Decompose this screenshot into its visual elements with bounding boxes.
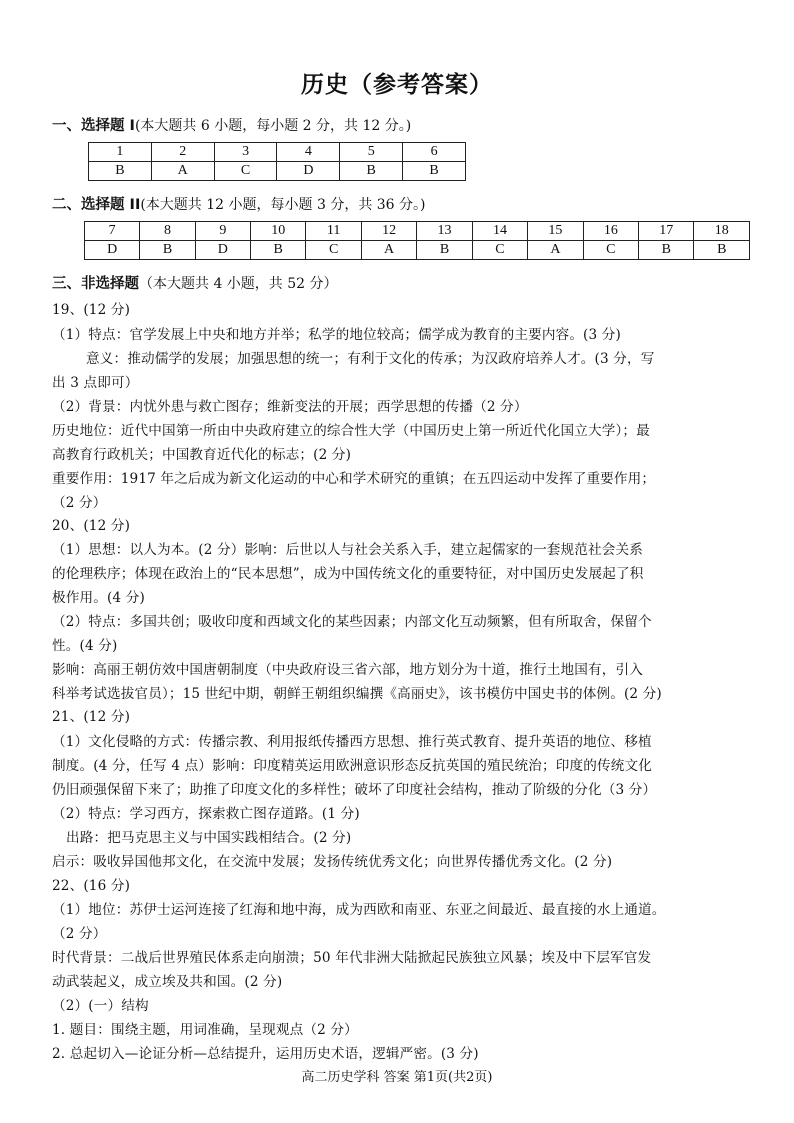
answer-line: （1）文化侵略的方式：传播宗教、利用报纸传播西方思想、推行英式教育、提升英语的地位、移植 (52, 734, 652, 750)
answer-line: 影响：高丽王朝仿效中国唐朝制度（中央政府设三省六部，地方划分为十道，推行土地国有，引入 (52, 662, 643, 678)
answer-line: （2）背景：内忧外患与救亡图存；维新变法的开展；西学思想的传播（2 分） (52, 399, 528, 415)
q-answer: C (472, 241, 527, 260)
answer-line: （2 分） (52, 495, 107, 511)
q-answer: C (214, 162, 277, 181)
answer-line: 重要作用：1917 年之后成为新文化运动的中心和学术研究的重镇；在五四运动中发挥了重要作用； (52, 471, 656, 487)
answer-line: （1）地位：苏伊士运河连接了红海和地中海，成为西欧和南亚、东亚之间最近、最直接的水上通道。 (52, 902, 666, 918)
q-answer: D (85, 241, 140, 260)
section3-heading: 三、非选择题 (52, 276, 139, 292)
answer-line: 1. 题目：围绕主题，用词准确，呈现观点（2 分） (52, 1022, 358, 1038)
answer-line: 20、(12 分) (52, 518, 131, 534)
section2-note: (本大题共 12 小题，每小题 3 分，共 36 分。) (140, 197, 426, 213)
q-answer: A (361, 241, 416, 260)
page-footer: 高二历史学科 答案 第1页(共2页) (301, 1070, 493, 1085)
answer-line: （1）思想：以人为本。(2 分）影响：后世以人与社会关系入手，建立起儒家的一套规范社会关系 (52, 542, 644, 558)
q-number: 9 (195, 222, 250, 241)
q-answer: B (140, 241, 195, 260)
q-number: 15 (528, 222, 583, 241)
answer-line: 启示：吸收异国他邦文化，在交流中发展；发扬传统优秀文化；向世界传播优秀文化。(2 分) (52, 854, 613, 870)
answer-line: 仍旧顽强保留下来了；助推了印度文化的多样性；破坏了印度社会结构，推动了阶级的分化（3 分） (52, 782, 657, 798)
answer-line: 制度。(4 分，任写 4 点）影响：印度精英运用欧洲意识形态反抗英国的殖民统治；印度的传统文化 (52, 758, 652, 774)
q-answer: A (151, 162, 214, 181)
q-number: 16 (583, 222, 638, 241)
answer-line: （2）(一）结构 (52, 998, 149, 1014)
q-number: 8 (140, 222, 195, 241)
page-title: 历史（参考答案） (301, 72, 493, 98)
section2-heading: 二、选择题 II (52, 197, 141, 213)
section3-header (52, 272, 338, 293)
q-number: 7 (85, 222, 140, 241)
q-number: 5 (340, 143, 403, 162)
section1-note: (本大题共 6 小题，每小题 2 分，共 12 分。) (134, 118, 412, 134)
q-answer: B (639, 241, 694, 260)
answer-line: 意义：推动儒学的发展；加强思想的统一；有利于文化的传承；为汉政府培养人才。(3 分，写 (86, 351, 655, 367)
answer-line: 动武装起义，成立埃及共和国。(2 分) (52, 974, 283, 990)
q-number: 18 (694, 222, 750, 241)
answer-line: 时代背景：二战后世界殖民体系走向崩溃；50 年代非洲大陆掀起民族独立风暴；埃及中下层军官发 (52, 950, 652, 966)
answer-line: 21、(12 分) (52, 709, 131, 725)
answer-line: 19、(12 分) (52, 302, 131, 318)
q-answer: D (195, 241, 250, 260)
section1-header (52, 114, 411, 135)
q-number: 14 (472, 222, 527, 241)
q-number: 10 (251, 222, 306, 241)
q-answer: C (306, 241, 361, 260)
answer-line: （2）特点：学习西方，探索救亡图存道路。(1 分) (52, 806, 360, 822)
q-number: 6 (403, 143, 466, 162)
section2-header (52, 193, 426, 214)
answer-line: 性。(4 分) (52, 638, 118, 654)
answer-line: 出路：把马克思主义与中国实践相结合。(2 分) (66, 830, 352, 846)
q-number: 3 (214, 143, 277, 162)
answer-line: 出 3 点即可） (52, 375, 139, 391)
answer-line: 历史地位：近代中国第一所由中央政府建立的综合性大学（中国历史上第一所近代化国立大学）；最 (52, 423, 650, 439)
section2-answer-table (84, 221, 750, 260)
q-number: 12 (361, 222, 416, 241)
q-answer: D (277, 162, 340, 181)
q-answer: C (583, 241, 638, 260)
q-number: 1 (89, 143, 152, 162)
section1-answer-table (88, 142, 466, 181)
q-answer: B (694, 241, 750, 260)
q-number: 4 (277, 143, 340, 162)
q-answer: B (340, 162, 403, 181)
q-answer: A (528, 241, 583, 260)
answer-line: （2）特点：多国共创；吸收印度和西域文化的某些因素；内部文化互动频繁，但有所取舍，保留个 (52, 614, 652, 630)
answer-line: 22、(16 分) (52, 878, 131, 894)
q-answer: B (403, 162, 466, 181)
answer-line: （2 分） (52, 926, 107, 942)
answer-line: 极作用。(4 分) (52, 590, 145, 606)
answer-line: （1）特点：官学发展上中央和地方并举；私学的地位较高；儒学成为教育的主要内容。(3 分) (52, 327, 621, 343)
q-answer: B (417, 241, 472, 260)
q-number: 17 (639, 222, 694, 241)
answer-line: 科举考试选拔官员）；15 世纪中期，朝鲜王朝组织编撰《高丽史》，该书模仿中国史书的体例。(2 分) (52, 686, 662, 702)
section1-heading: 一、选择题 I (52, 118, 135, 134)
answer-line: 2. 总起切入—论证分析—总结提升，运用历史术语，逻辑严密。(3 分) (52, 1046, 479, 1062)
section3-note: （本大题共 4 小题，共 52 分） (139, 276, 338, 292)
q-answer: B (89, 162, 152, 181)
q-answer: B (251, 241, 306, 260)
q-number: 2 (151, 143, 214, 162)
answer-line: 的伦理秩序；体现在政治上的“民本思想”，成为中国传统文化的重要特征，对中国历史发展起了积 (52, 566, 644, 582)
answer-line: 高教育行政机关；中国教育近代化的标志；(2 分) (52, 447, 352, 463)
q-number: 11 (306, 222, 361, 241)
q-number: 13 (417, 222, 472, 241)
